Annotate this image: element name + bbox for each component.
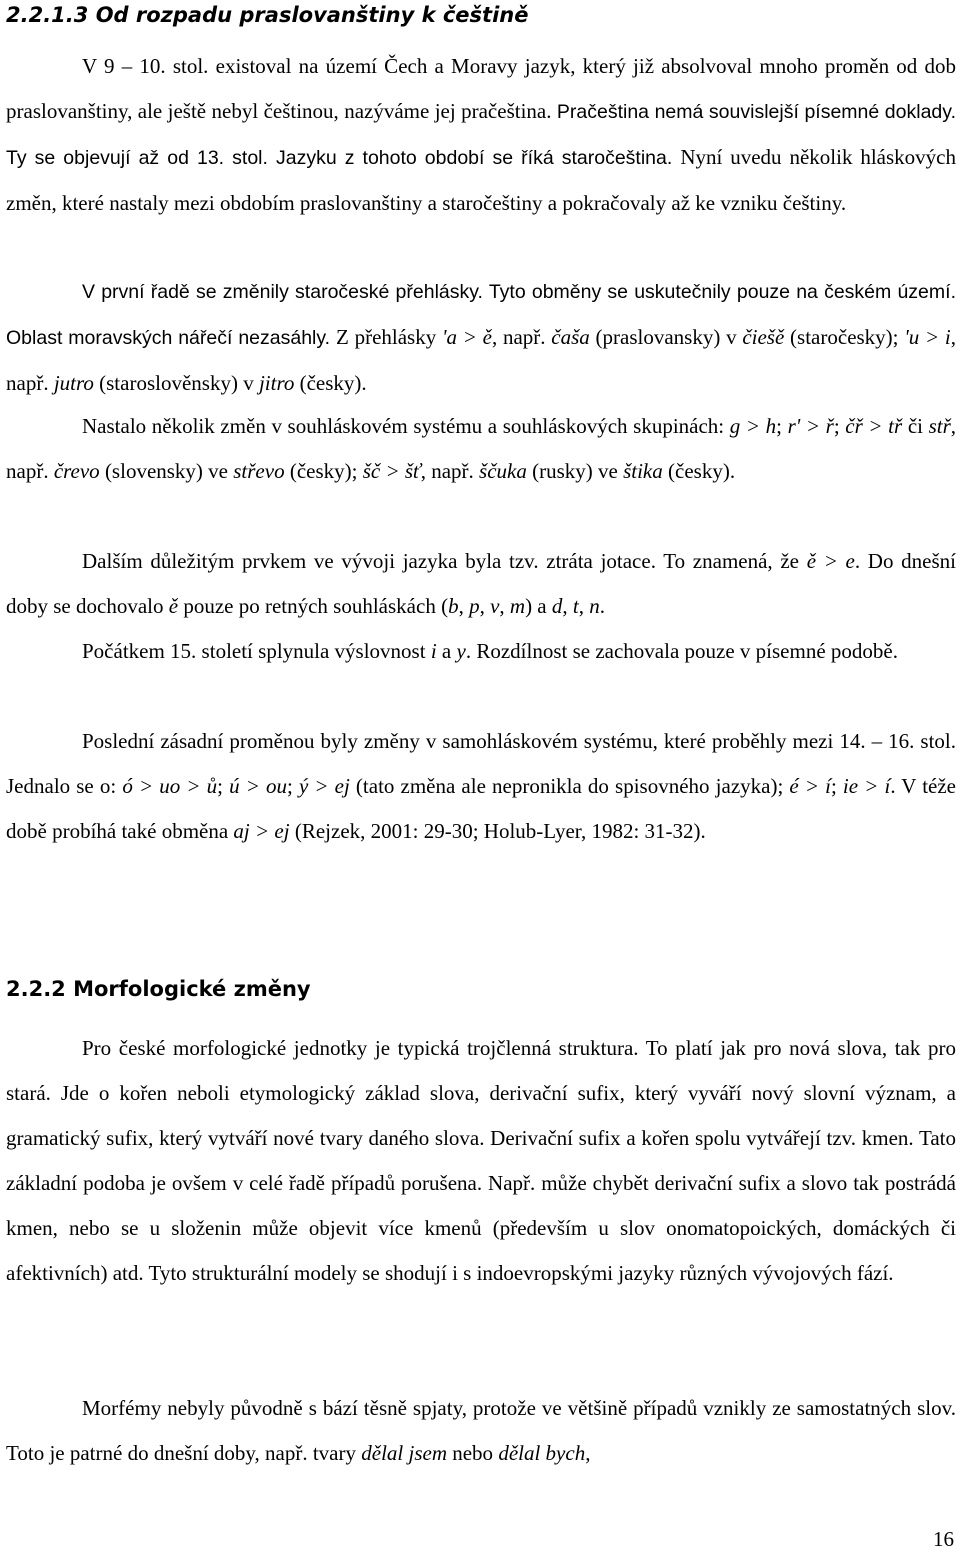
- section-heading-2: 2.2.2 Morfologické změny: [6, 977, 311, 1001]
- p3-text: (rusky) ve: [526, 459, 624, 483]
- p2-text: (praslovansky) v: [589, 325, 743, 349]
- p8-italic: dělal bych: [498, 1441, 586, 1465]
- p4-text: ,: [562, 594, 573, 618]
- p6-italic: é > í: [789, 774, 831, 798]
- p3-text: (česky);: [284, 459, 363, 483]
- p4-text: ,: [578, 594, 590, 618]
- p3-text: (slovensky) ve: [99, 459, 234, 483]
- p3-text: Nastalo několik změn v souhláskovém systému a souhláskových skupinách:: [82, 414, 730, 438]
- p4-italic: n: [589, 594, 600, 618]
- p2-text: Z přehlásky: [336, 325, 442, 349]
- paragraph-1-sentence-3: Nyní uvedu několik hláskových změn, které nastaly mezi obdobím praslovanštiny a staročeštiny a pokračovaly až ke vzniku češtiny.: [6, 145, 956, 215]
- paragraph-3: [6, 404, 956, 494]
- p5-text: Počátkem 15. století splynula výslovnost: [82, 639, 431, 663]
- paragraph-1: [6, 44, 956, 226]
- p3-italic: šč > šť: [362, 459, 421, 483]
- p4-text: pouze po retných souhláskách (: [178, 594, 449, 618]
- p3-italic: rʹ > ř: [787, 414, 834, 438]
- p5-text: . Rozdílnost se zachovala pouze v písemné podobě.: [465, 639, 898, 663]
- p3-text: či: [902, 414, 929, 438]
- paragraph-8: [6, 1386, 956, 1476]
- p3-text: (česky).: [662, 459, 736, 483]
- p6-text: . V téže době probíhá také obměna: [6, 774, 956, 843]
- p5-text: a: [436, 639, 457, 663]
- p3-italic: štika: [623, 459, 663, 483]
- p8-text: nebo: [446, 1441, 499, 1465]
- p2-text: (staročesky);: [784, 325, 905, 349]
- p2-italic: jutro: [53, 371, 94, 395]
- p3-italic: ščuka: [479, 459, 527, 483]
- p6-text: ;: [286, 774, 299, 798]
- p4-text: ,: [458, 594, 470, 618]
- p3-italic: stř: [928, 414, 951, 438]
- p7-text: Pro české morfologické jednotky je typická trojčlenná struktura. To platí jak pro nová slova, tak pro stará. Jde o kořen neboli etymologický základ slova, derivační sufix, který vyváří nový slovní význam, a gramatický sufix, který vytváří nové tvary daného slova. Derivační sufix a kořen spolu vytvářejí tzv. kmen. Tato základní podoba je ovšem v celé řadě případů porušena. Např. může chybět derivační sufix a slovo tak postrádá kmen, nebo se u složenin může objevit více kmenů (především u slov onomatopoických, domáckých či afektivních) atd. Tyto strukturální modely se shodují i s indoevropskými jazyky různých vývojových fází.: [6, 1036, 956, 1285]
- paragraph-7: [6, 1026, 956, 1296]
- page-number: 16: [933, 1527, 954, 1551]
- p6-text: ;: [217, 774, 230, 798]
- p4-italic: b: [448, 594, 459, 618]
- p2-text: , např.: [491, 325, 552, 349]
- p6-text: (tato změna ale nepronikla do spisovného jazyka);: [349, 774, 790, 798]
- paragraph-4: [6, 539, 956, 629]
- paragraph-6: [6, 719, 956, 854]
- p6-italic: ý > ej: [298, 774, 350, 798]
- p4-text: Dalším důležitým prvkem ve vývoji jazyka byla tzv. ztráta jotace. To znamená, že: [82, 549, 807, 573]
- p6-italic: ú > ou: [229, 774, 287, 798]
- p4-text: .: [599, 594, 605, 618]
- p8-text: ,: [585, 1441, 591, 1465]
- p2-italic: ʹu > i: [904, 325, 951, 349]
- p2-italic: čiešě: [742, 325, 785, 349]
- p2-italic: ʹa > ě: [441, 325, 492, 349]
- p6-italic: ó > uo > ů: [122, 774, 218, 798]
- p4-text: ,: [479, 594, 491, 618]
- p2-italic: čaša: [551, 325, 590, 349]
- p4-italic: m: [509, 594, 526, 618]
- paragraph-1-sentence-1: V 9 – 10. stol. existoval na území Čech a Moravy jazyk, který již absolvoval mnoho proměn od dob praslovanštiny, ale ještě nebyl češtinou, nazýváme jej pračeština.: [6, 54, 956, 123]
- p3-italic: g > h: [729, 414, 777, 438]
- p4-italic: p: [469, 594, 480, 618]
- p4-text: ,: [499, 594, 510, 618]
- p5-italic: i: [430, 639, 437, 663]
- p4-italic: d: [551, 594, 563, 618]
- paragraph-1-sentence-2: Pračeština nemá souvislejší písemné doklady. Ty se objevují až od 13. stol. Jazyku z tohoto období se říká staročeština.: [6, 101, 956, 169]
- paragraph-5: [6, 629, 956, 674]
- p4-italic: ě: [168, 594, 179, 618]
- section-heading: 2.2.1.3 Od rozpadu praslovanštiny k češtině: [6, 3, 529, 27]
- p4-text: . Do dnešní doby se dochovalo: [6, 549, 956, 618]
- p4-italic: ě > e: [806, 549, 855, 573]
- p8-text: Morfémy nebyly původně s bází těsně spjaty, protože ve většině případů vznikly ze samostatných slov. Toto je patrné do dnešní doby, např. tvary: [6, 1396, 956, 1465]
- p6-text: (Rejzek, 2001: 29-30; Holub-Lyer, 1982: 31-32).: [289, 819, 706, 843]
- p2-italic: jitro: [258, 371, 295, 395]
- p3-text: ;: [776, 414, 788, 438]
- p4-italic: t: [572, 594, 579, 618]
- p3-text: , např.: [420, 459, 480, 483]
- p2-text: V první řadě se změnily staročeské přehlásky. Tyto obměny se uskutečnily pouze na českém území. Oblast moravských nářečí nezasáhly.: [6, 281, 956, 349]
- p6-text: Poslední zásadní proměnou byly změny v samohláskovém systému, které proběhly mezi 14. – 16. stol. Jednalo se o:: [6, 729, 956, 798]
- p3-text: , např.: [6, 414, 957, 483]
- p5-italic: y: [456, 639, 466, 663]
- p3-text: ;: [833, 414, 846, 438]
- p3-italic: čř > tř: [845, 414, 903, 438]
- p3-italic: črevo: [53, 459, 100, 483]
- p4-italic: v: [490, 594, 500, 618]
- p4-text: ) a: [525, 594, 552, 618]
- p8-italic: dělal jsem: [361, 1441, 447, 1465]
- p6-italic: aj > ej: [233, 819, 290, 843]
- p2-text: , např.: [6, 325, 957, 395]
- p3-italic: střevo: [233, 459, 285, 483]
- p6-text: ;: [830, 774, 843, 798]
- p2-text: (staroslověnsky) v: [93, 371, 259, 395]
- paragraph-2: [6, 269, 956, 406]
- p2-text: (česky).: [294, 371, 367, 395]
- p6-italic: ie > í: [842, 774, 891, 798]
